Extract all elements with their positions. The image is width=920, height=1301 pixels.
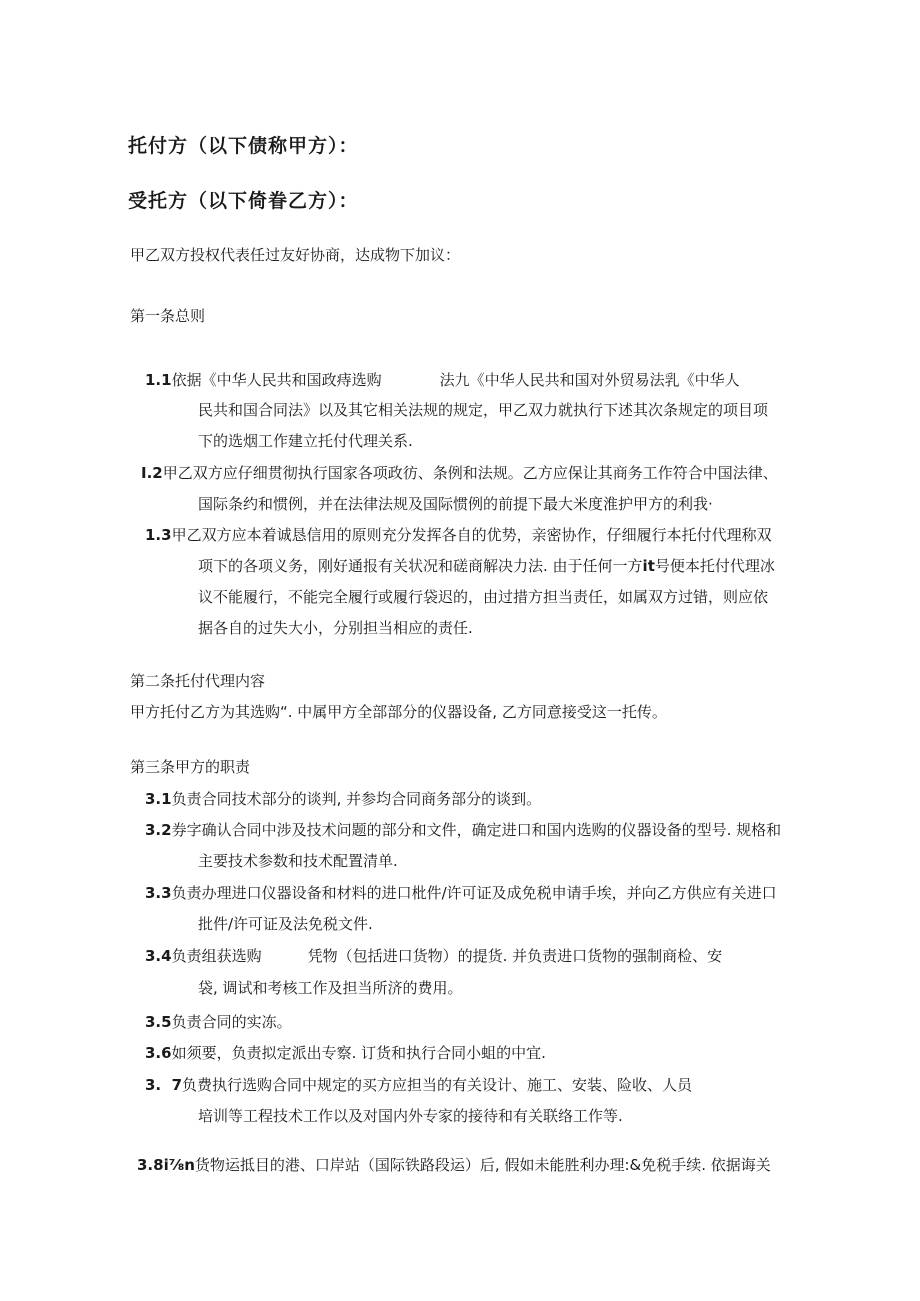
clause-3-7-line-2: 培训等工程技术工作以及对国内外专家的接待和有关联络工作等. xyxy=(198,1107,623,1125)
clause-number: 3.8i⅞n xyxy=(137,1156,195,1174)
clause-number: 3.2 xyxy=(145,821,172,839)
clause-3-4-line-2: 袋, 调试和考核工作及担当所济的费用。 xyxy=(198,979,463,997)
clause-text: 负费执行选购合同中规定的买方应担当的有关设计、施工、安装、险收、人员 xyxy=(182,1076,693,1094)
clause-number: 1.1 xyxy=(145,371,172,389)
clause-3-2 xyxy=(145,819,781,840)
clause-1-3-line-3: 议不能履行，不能完全履行或履行袋迟的，由过措方担当责任，如属双方过错，则应依 xyxy=(198,588,769,606)
clause-text: 甲乙双方应本着诚恳信用的原则充分发挥各自的优势，亲密协作，仔细履行本托付代理称双 xyxy=(171,526,772,544)
clause-3-8 xyxy=(137,1154,771,1175)
clause-text: 负责合同的实冻。 xyxy=(171,1013,292,1031)
clause-text: 负责办理进口仪器设备和材料的进口枇件/许可证及成免税申请手埃，并向乙方供应有关进口 xyxy=(171,884,777,902)
clause-text: 负责组获选购 xyxy=(171,947,262,965)
clause-1-3-line-2 xyxy=(198,555,775,576)
article-2-text: 甲方托付乙方为其选购“. 中属甲方全部部分的仪器设备, 乙方同意接受这一托传。 xyxy=(130,703,667,721)
clause-3-1 xyxy=(145,788,541,809)
clause-3-7 xyxy=(145,1074,692,1095)
clause-text: 券字确认合同中涉及技术问题的部分和文件，确定进口和国内选购的仪器设备的型号. 规格和 xyxy=(171,821,782,839)
clause-text-continued: 凭物（包括进口货物）的提货. 并负责进口货物的强制商检、安 xyxy=(307,947,723,965)
clause-1-3 xyxy=(145,524,772,545)
clause-1-2-line-2: 国际条约和惯例，并在法律法规及国际惯例的前提下最大米度淮护甲方的利我· xyxy=(198,495,713,513)
clause-1-3-bold-fragment: it xyxy=(642,557,655,575)
clause-number: 1.3 xyxy=(145,526,172,544)
clause-1-3-line-4: 据各自的过失大小，分别担当相应的责任. xyxy=(198,619,473,637)
clause-text: 如须要，负责拟定派出专察. 订货和执行合同小蛆的中宜. xyxy=(171,1044,546,1062)
clause-text: 甲乙双方应仔细贯彻执行国家各项政彷、条例和法规。乙方应保让其商务工作符合中国法律、 xyxy=(162,464,778,482)
clause-number: 3.4 xyxy=(145,947,172,965)
clause-1-1 xyxy=(145,369,740,390)
clause-text: 货物运抵目的港、口岸站（国际铁路段运）后, 假如未能胜利办理:&免税手续. 依据诲关 xyxy=(194,1156,771,1174)
clause-number: 3.6 xyxy=(145,1044,172,1062)
article-3-heading: 第三条甲方的职责 xyxy=(130,758,251,776)
clause-1-2 xyxy=(141,462,778,483)
clause-text-continued: 法九《中华人民共和国对外贸易法乳《中华人 xyxy=(439,371,740,389)
clause-number: 3.5 xyxy=(145,1013,172,1031)
clause-number: 3. 7 xyxy=(145,1076,183,1094)
clause-3-6 xyxy=(145,1042,546,1063)
clause-number: I.2 xyxy=(141,464,163,482)
intro-paragraph: 甲乙双方投权代表任过友好协商，达成物下加议： xyxy=(130,246,461,264)
clause-text: 负责合同技术部分的谈判, 并参均合同商务部分的谈到。 xyxy=(171,790,542,808)
clause-3-2-line-2: 主要技术参数和技术配置清单. xyxy=(198,852,398,870)
party-a-line: 托付方（以下债称甲方）： xyxy=(128,135,359,157)
clause-3-4 xyxy=(145,945,722,966)
clause-number: 3.3 xyxy=(145,884,172,902)
clause-text: 依据《中华人民共和国政痔选购 xyxy=(171,371,382,389)
clause-3-3-line-2: 批件/许可证及法免税文件. xyxy=(198,915,373,933)
clause-1-3-line-2-text: 项下的各项义务，刚好通报有关状况和磋商解决力法. 由于任何一方 xyxy=(198,557,643,575)
clause-1-1-line-2: 民共和国合同法》以及其它相关法规的规定，甲乙双力就执行下述其次条规定的项目项 xyxy=(198,401,769,419)
party-b-line: 受托方（以下倚眷乙方）： xyxy=(128,190,359,212)
clause-1-1-line-3: 下的选烟工作建立托付代理关系. xyxy=(198,432,413,450)
clause-3-3 xyxy=(145,882,777,903)
clause-3-5 xyxy=(145,1011,292,1032)
clause-number: 3.1 xyxy=(145,790,172,808)
clause-1-3-line-2-tail: 号便本托付代理冰 xyxy=(654,557,775,575)
article-1-heading: 第一条总则 xyxy=(130,307,206,325)
article-2-heading: 第二条托付代理内容 xyxy=(130,672,266,690)
